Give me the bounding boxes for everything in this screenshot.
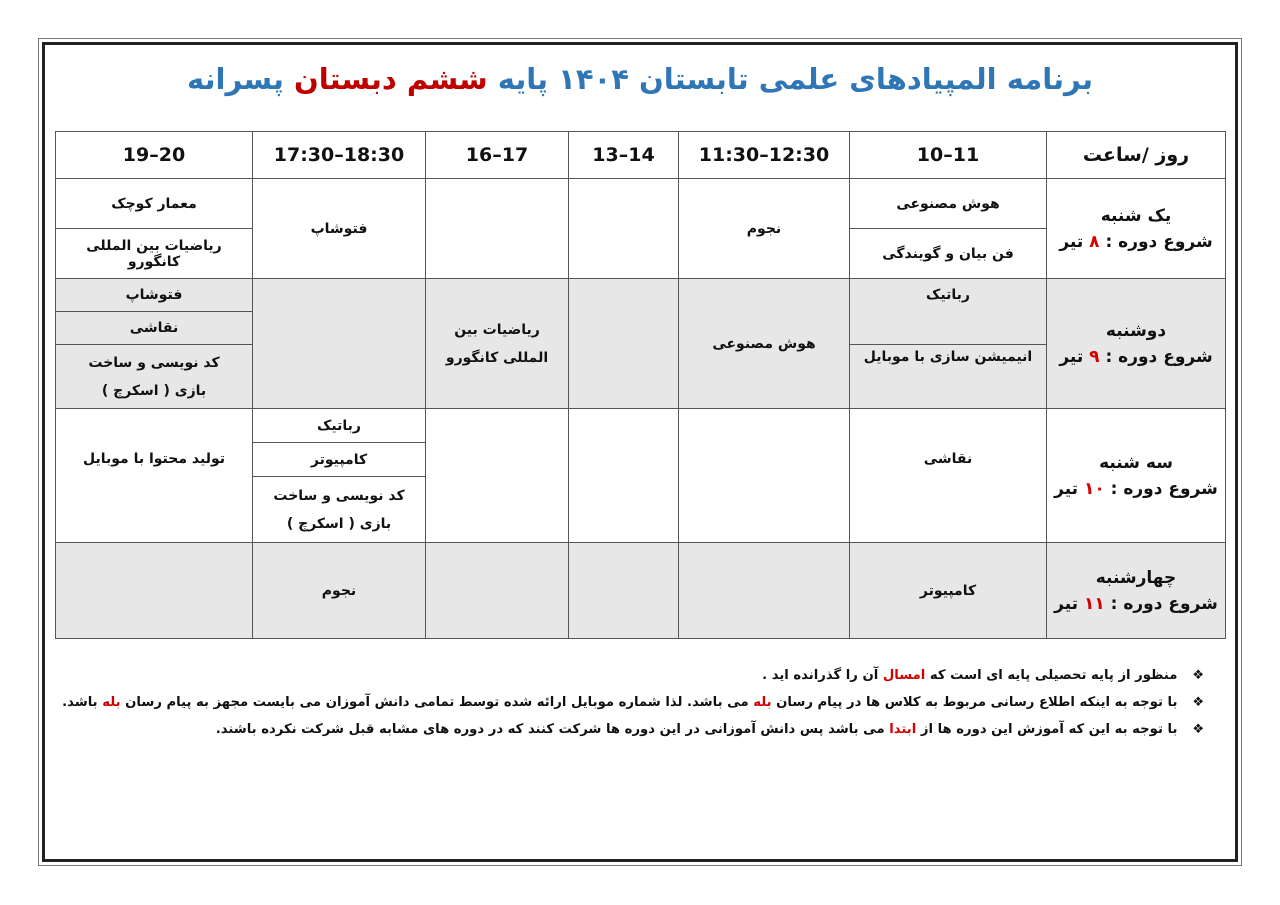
day-cell-monday: [1047, 279, 1226, 409]
class-cell: ریاضیات بین المللی کانگورو: [426, 279, 569, 409]
class-cell: نجوم: [253, 543, 426, 639]
empty-cell: [569, 279, 679, 409]
day-cell-wednesday: [1047, 543, 1226, 639]
note-item: ❖ منظور از پایه تحصیلی پایه ای است که امسال آن را گذرانده اید .: [762, 668, 1204, 683]
header-time-16-17: 16–17: [426, 132, 569, 179]
class-cell: کد نویسی و ساخت بازی ( اسکرچ ): [56, 345, 253, 409]
empty-cell: [569, 179, 679, 279]
empty-cell: [569, 543, 679, 639]
header-time-10-11: 10–11: [850, 132, 1047, 179]
day-name: دوشنبه: [1105, 320, 1167, 341]
class-cell: نجوم: [679, 179, 850, 279]
empty-cell: [679, 543, 850, 639]
diamond-bullet-icon: ❖: [1192, 668, 1204, 683]
empty-cell: [426, 543, 569, 639]
day-start: شروع دوره : ۱۰ تیر: [1054, 478, 1218, 499]
notes-list: [62, 668, 1204, 749]
title-school: پسرانه: [187, 62, 284, 96]
diamond-bullet-icon: ❖: [1192, 722, 1204, 737]
note-item: ❖ با توجه به این که آموزش این دوره ها از ابتدا می باشد پس دانش آموزانی در این دوره ها شرکت کنند که در دوره های مشابه قبل شرکت نکرده باشند.: [215, 722, 1204, 737]
table-row: [56, 179, 1226, 229]
day-start: شروع دوره : ۱۱ تیر: [1054, 593, 1218, 614]
class-cell: نقاشی: [56, 312, 253, 345]
class-cell: تولید محتوا با موبایل: [56, 409, 253, 543]
class-cell: رباتیک: [253, 409, 426, 443]
schedule-table: [55, 131, 1226, 639]
class-cell: کامپیوتر: [850, 543, 1047, 639]
title-grade: ششم دبستان: [294, 62, 488, 96]
day-start: شروع دوره : ۸ تیر: [1059, 231, 1213, 252]
table-row: [56, 279, 1226, 312]
empty-cell: [253, 279, 426, 409]
empty-cell: [56, 543, 253, 639]
class-cell: هوش مصنوعی: [850, 179, 1047, 229]
header-time-1730-1830: 17:30–18:30: [253, 132, 426, 179]
title-main: برنامه المپیادهای علمی تابستان ۱۴۰۴ پایه: [497, 62, 1093, 96]
header-row: [56, 132, 1226, 179]
class-cell: انیمیشن سازی با موبایل: [850, 345, 1047, 409]
class-cell: کد نویسی و ساخت بازی ( اسکرچ ): [253, 477, 426, 543]
class-cell: معمار کوچک: [56, 179, 253, 229]
class-cell: هوش مصنوعی: [679, 279, 850, 409]
day-cell-sunday: [1047, 179, 1226, 279]
table-row: [56, 543, 1226, 639]
diamond-bullet-icon: ❖: [1192, 695, 1204, 710]
class-cell: رباتیک: [850, 279, 1047, 345]
empty-cell: [679, 409, 850, 543]
header-time-13-14: 13–14: [569, 132, 679, 179]
class-cell: نقاشی: [850, 409, 1047, 543]
day-cell-tuesday: [1047, 409, 1226, 543]
table-row: [56, 409, 1226, 443]
note-item: ❖ با توجه به اینکه اطلاع رسانی مربوط به کلاس ها در پیام رسان بله می باشد. لذا شماره موبایل ارائه شده توسط تمامی دانش آموزان می بایست مجهز به پیام رسان بله باشد.: [62, 695, 1204, 710]
class-cell: کامپیوتر: [253, 443, 426, 477]
header-day-time: روز /ساعت: [1047, 132, 1226, 179]
class-cell: فتوشاپ: [253, 179, 426, 279]
page-title: [60, 62, 1220, 96]
class-cell: ریاضیات بین المللی کانگورو: [56, 229, 253, 279]
day-name: یک شنبه: [1100, 205, 1172, 226]
day-name: سه شنبه: [1099, 452, 1173, 473]
header-time-19-20: 19–20: [56, 132, 253, 179]
class-cell: فتوشاپ: [56, 279, 253, 312]
day-name: چهارشنبه: [1095, 567, 1177, 588]
day-start: شروع دوره : ۹ تیر: [1059, 346, 1213, 367]
empty-cell: [426, 409, 569, 543]
class-cell: فن بیان و گویندگی: [850, 229, 1047, 279]
header-time-1130-1230: 11:30–12:30: [679, 132, 850, 179]
empty-cell: [569, 409, 679, 543]
empty-cell: [426, 179, 569, 279]
